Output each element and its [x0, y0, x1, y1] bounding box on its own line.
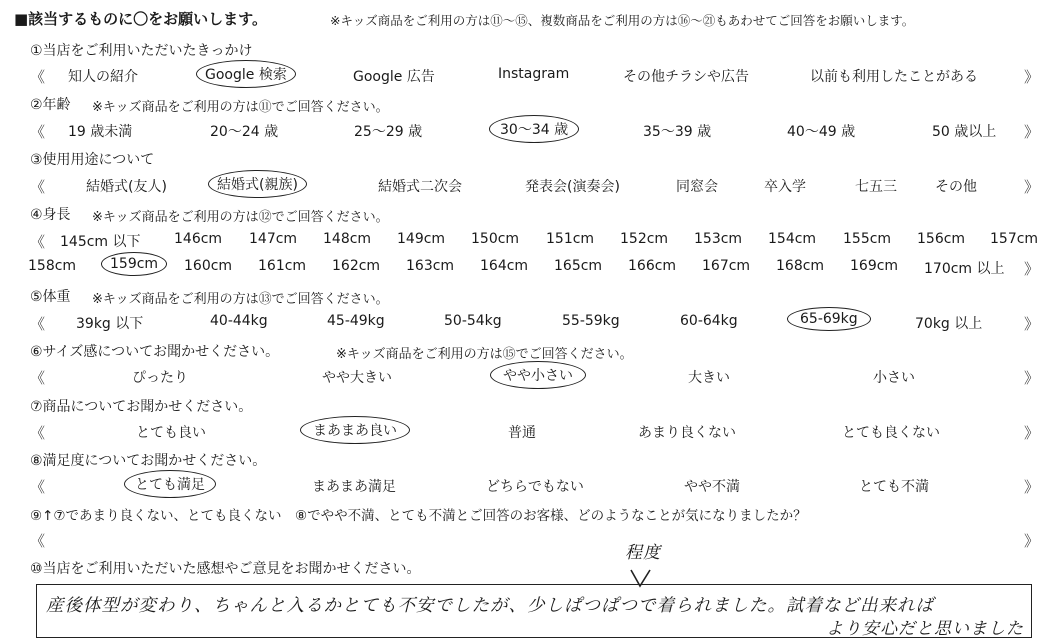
q3-option-3[interactable]: 結婚式二次会	[378, 179, 462, 195]
q3-option-6[interactable]: 卒入学	[764, 179, 806, 195]
q4-row2-option-5[interactable]: 162cm	[332, 258, 381, 274]
q5-title: ⑤体重	[30, 289, 71, 305]
q4-row2-option-10[interactable]: 167cm	[702, 258, 751, 274]
q3-title: ③使用用途について	[30, 152, 155, 168]
q5-option-2[interactable]: 40-44kg	[210, 313, 268, 329]
q5-option-8[interactable]: 70kg 以上	[915, 316, 983, 332]
survey-heading: ■該当するものに〇をお願いします。	[14, 10, 267, 28]
q4-note: ※キッズ商品をご利用の方は⑫でご回答ください。	[92, 210, 389, 225]
q5-note: ※キッズ商品をご利用の方は⑬でご回答ください。	[92, 292, 389, 307]
q8-option-3[interactable]: どちらでもない	[486, 479, 584, 495]
q4-row2-option-12[interactable]: 169cm	[850, 258, 899, 274]
q4-title: ④身長	[30, 207, 71, 223]
q8-close-bracket: 》	[1024, 478, 1040, 496]
q3-option-4[interactable]: 発表会(演奏会)	[525, 179, 620, 195]
q8-option-1-selected[interactable]: とても満足	[124, 470, 216, 498]
q8-title: ⑧満足度についてお聞かせください。	[30, 453, 267, 469]
q4-row1-option-9[interactable]: 153cm	[694, 231, 743, 247]
q5-option-6[interactable]: 60-64kg	[680, 313, 738, 329]
q7-option-2-selected[interactable]: まあまあ良い	[300, 416, 410, 444]
q7-option-4[interactable]: あまり良くない	[638, 425, 736, 441]
q1-option-3[interactable]: Google 広告	[353, 69, 435, 85]
q4-row2-option-11[interactable]: 168cm	[776, 258, 825, 274]
q6-option-1[interactable]: ぴったり	[132, 370, 188, 386]
q4-row1-option-10[interactable]: 154cm	[768, 231, 817, 247]
q9-title: ⑨↑⑦であまり良くない、とても良くない ⑧でやや不満、とても不満とご回答のお客様、どのようなことが気になりましたか？	[30, 508, 807, 524]
q8-option-2[interactable]: まあまあ満足	[312, 479, 396, 495]
q8-option-5[interactable]: とても不満	[859, 479, 929, 495]
q5-option-3[interactable]: 45-49kg	[327, 313, 385, 329]
q7-title: ⑦商品についてお聞かせください。	[30, 399, 253, 415]
q7-close-bracket: 》	[1024, 424, 1040, 442]
q4-row2-option-1[interactable]: 158cm	[28, 258, 77, 274]
q4-row1-option-12[interactable]: 156cm	[917, 231, 966, 247]
q2-option-6[interactable]: 40～49 歳	[787, 124, 856, 140]
q4-close-bracket: 》	[1024, 260, 1040, 278]
q5-option-4[interactable]: 50-54kg	[444, 313, 502, 329]
q1-option-5[interactable]: その他チラシや広告	[623, 69, 749, 85]
q3-option-5[interactable]: 同窓会	[676, 179, 718, 195]
q4-row2-option-2-selected[interactable]: 159cm	[101, 252, 167, 276]
q2-option-4-selected[interactable]: 30～34 歳	[489, 115, 579, 143]
q3-open-bracket: 《	[30, 178, 46, 196]
q3-close-bracket: 》	[1024, 178, 1040, 196]
q6-option-2[interactable]: やや大きい	[322, 370, 392, 386]
q5-option-1[interactable]: 39kg 以下	[76, 316, 144, 332]
q7-option-3[interactable]: 普通	[508, 425, 536, 441]
q4-row1-option-1[interactable]: 145cm 以下	[60, 234, 141, 250]
q3-option-8[interactable]: その他	[935, 179, 977, 195]
q3-option-2-selected[interactable]: 結婚式(親族)	[208, 170, 307, 198]
q6-title: ⑥サイズ感についてお聞かせください。	[30, 344, 280, 360]
q10-handwritten-line-2: より安心だと思いました	[826, 619, 1024, 639]
q4-row2-option-6[interactable]: 163cm	[406, 258, 455, 274]
q1-close-bracket: 》	[1024, 68, 1040, 86]
q5-open-bracket: 《	[30, 315, 46, 333]
q7-option-5[interactable]: とても良くない	[842, 425, 940, 441]
q4-row2-option-4[interactable]: 161cm	[258, 258, 307, 274]
q4-row2-option-7[interactable]: 164cm	[480, 258, 529, 274]
q1-open-bracket: 《	[30, 68, 46, 86]
q5-close-bracket: 》	[1024, 315, 1040, 333]
q4-row1-option-4[interactable]: 148cm	[323, 231, 372, 247]
q4-row1-option-6[interactable]: 150cm	[471, 231, 520, 247]
q1-title: ①当店をご利用いただいたきっかけ	[30, 43, 253, 59]
q2-open-bracket: 《	[30, 123, 46, 141]
q3-option-1[interactable]: 結婚式(友人)	[86, 179, 167, 195]
q7-option-1[interactable]: とても良い	[136, 425, 206, 441]
q1-option-1[interactable]: 知人の紹介	[68, 69, 138, 85]
q2-option-7[interactable]: 50 歳以上	[932, 124, 997, 140]
q8-open-bracket: 《	[30, 478, 46, 496]
q2-option-3[interactable]: 25～29 歳	[354, 124, 423, 140]
q2-title: ②年齢	[30, 97, 71, 113]
q6-note: ※キッズ商品をご利用の方は⑮でご回答ください。	[336, 347, 633, 362]
q1-option-4[interactable]: Instagram	[498, 66, 570, 82]
q3-option-7[interactable]: 七五三	[855, 179, 897, 195]
q4-row1-option-13[interactable]: 157cm	[990, 231, 1039, 247]
q10-handwritten-line-1: 産後体型が変わり、ちゃんと入るかとても不安でしたが、少しぱつぱつで着られました。試着など出来れば	[46, 596, 934, 616]
q4-row2-option-13[interactable]: 170cm 以上	[924, 261, 1005, 277]
q1-option-2-selected[interactable]: Google 検索	[196, 60, 296, 88]
survey-heading-note: ※キッズ商品をご利用の方は⑪～⑮、複数商品をご利用の方は⑯～㉑もあわせてご回答をお願いします。	[330, 13, 915, 28]
q4-row1-option-7[interactable]: 151cm	[546, 231, 595, 247]
q2-option-2[interactable]: 20～24 歳	[210, 124, 279, 140]
q1-option-6[interactable]: 以前も利用したことがある	[810, 69, 978, 85]
q9-open-bracket: 《	[30, 532, 46, 550]
q9-close-bracket: 》	[1024, 532, 1040, 550]
q4-row1-option-8[interactable]: 152cm	[620, 231, 669, 247]
q5-option-7-selected[interactable]: 65-69kg	[787, 307, 871, 331]
q10-title: ⑩当店をご利用いただいた感想やご意見をお聞かせください。	[30, 561, 421, 577]
q4-row2-option-3[interactable]: 160cm	[184, 258, 233, 274]
q6-option-5[interactable]: 小さい	[873, 370, 915, 386]
q4-row2-option-9[interactable]: 166cm	[628, 258, 677, 274]
q4-row2-option-8[interactable]: 165cm	[554, 258, 603, 274]
q2-option-1[interactable]: 19 歳未満	[68, 124, 133, 140]
insertion-caret-icon	[628, 568, 654, 590]
q6-open-bracket: 《	[30, 369, 46, 387]
q6-option-3-selected[interactable]: やや小さい	[490, 361, 586, 389]
q6-option-4[interactable]: 大きい	[688, 370, 730, 386]
q6-close-bracket: 》	[1024, 369, 1040, 387]
q9-answer-field[interactable]	[60, 530, 1010, 548]
q10-handwritten-insert: 程度	[625, 543, 661, 563]
q2-close-bracket: 》	[1024, 123, 1040, 141]
q4-row1-option-2[interactable]: 146cm	[174, 231, 223, 247]
q4-row1-option-11[interactable]: 155cm	[843, 231, 892, 247]
q5-option-5[interactable]: 55-59kg	[562, 313, 620, 329]
q8-option-4[interactable]: やや不満	[684, 479, 740, 495]
q2-option-5[interactable]: 35～39 歳	[643, 124, 712, 140]
q2-note: ※キッズ商品をご利用の方は⑪でご回答ください。	[92, 100, 389, 115]
q7-open-bracket: 《	[30, 424, 46, 442]
q4-row1-option-3[interactable]: 147cm	[249, 231, 298, 247]
q4-row1-option-5[interactable]: 149cm	[397, 231, 446, 247]
q4-open-bracket: 《	[30, 233, 46, 251]
